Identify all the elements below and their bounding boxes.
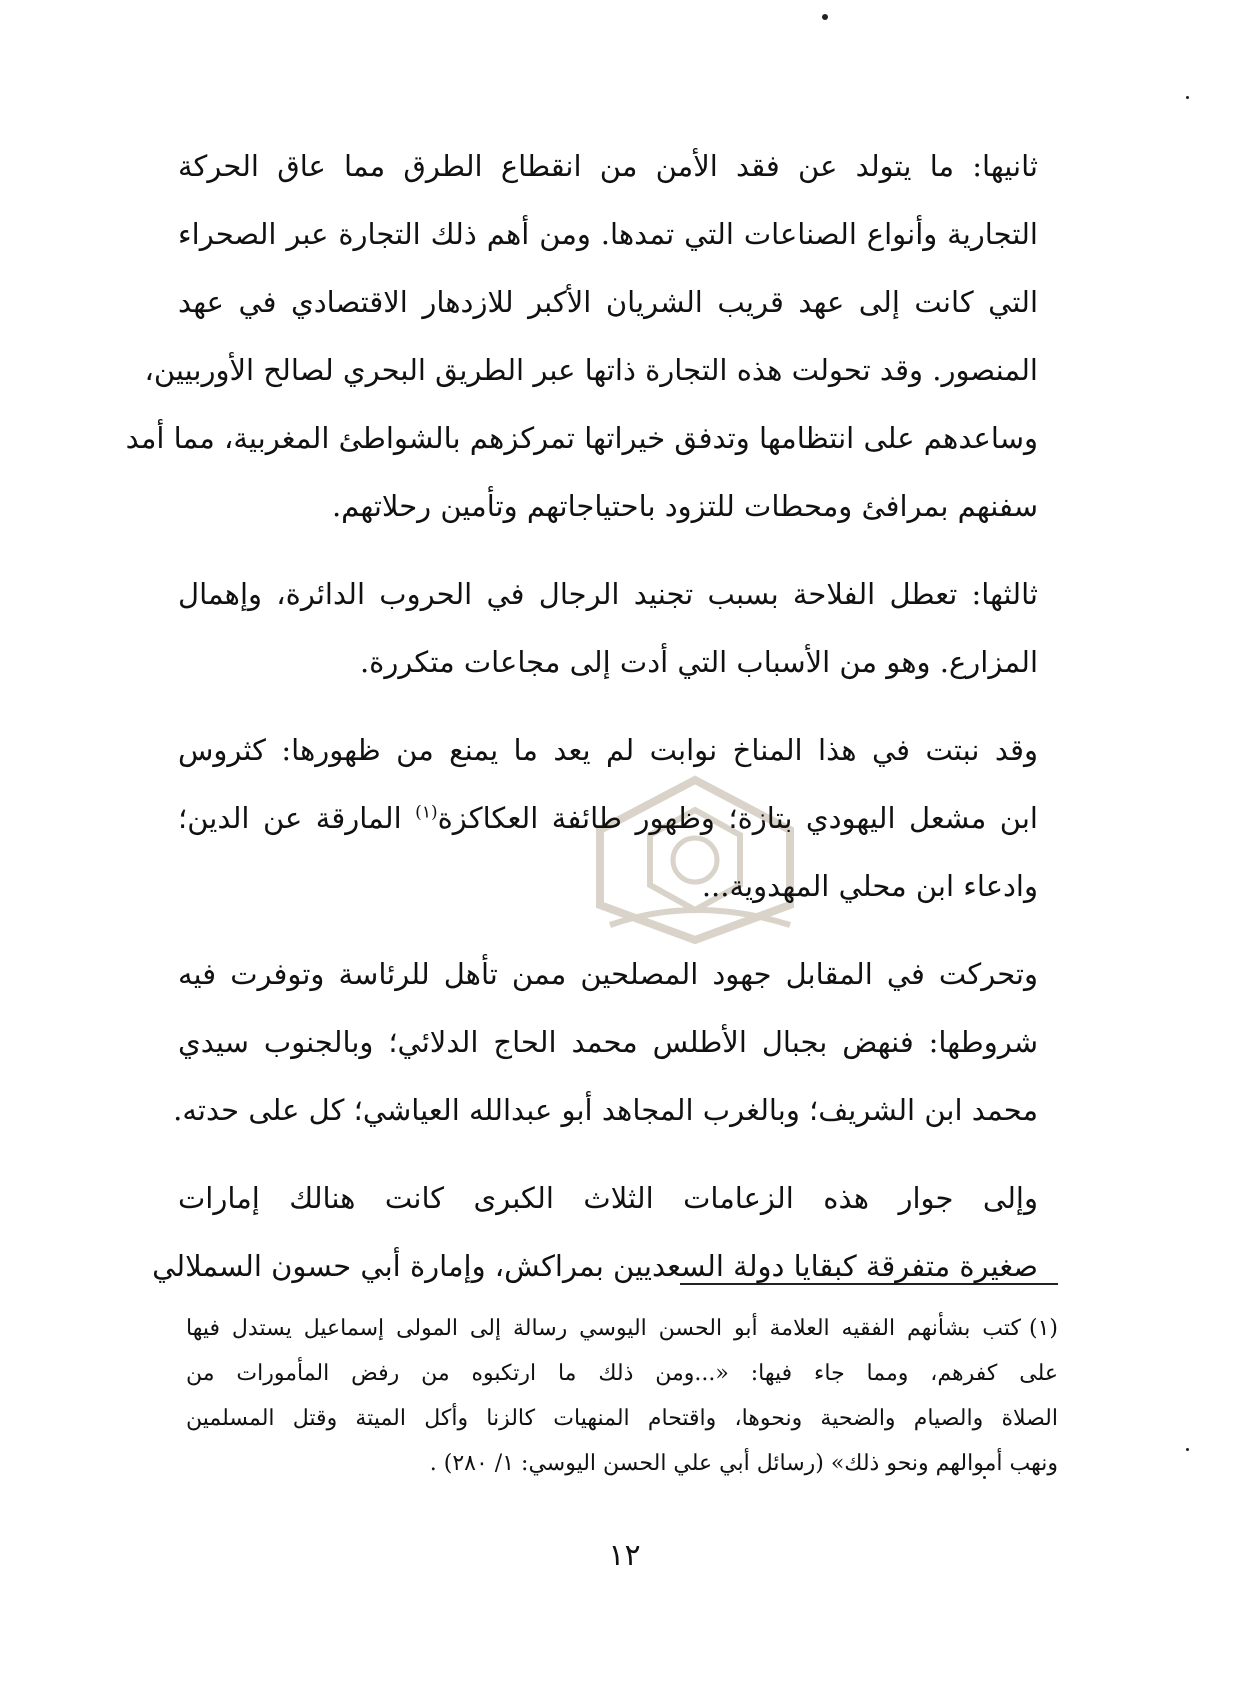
page-number: ١٢: [608, 1538, 641, 1573]
text-line: سفنهم بمرافئ ومحطات للتزود باحتياجاتهم وتأمين رحلاتهم.: [331, 489, 1038, 523]
footnote-number: (١): [1028, 1316, 1058, 1341]
paragraph-second-cause: [125, 132, 1038, 540]
text-line: التي كانت إلى عهد قريب الشريان الأكبر للازدهار الاقتصادي في عهد: [178, 285, 1038, 319]
paragraph-emirates: [152, 1164, 1038, 1300]
footnote-line: ونهب أموالهم ونحو ذلك» (رسائل أبي علي الحسن اليوسي: ١/ ٢٨٠) .: [429, 1451, 1058, 1476]
footnote-text: كتب بشأنهم الفقيه العلامة أبو الحسن اليوسي رسالة إلى المولى إسماعيل يستدل فيها: [186, 1316, 1021, 1341]
text-line: ثانيها: ما يتولد عن فقد الأمن من انقطاع الطرق مما عاق الحركة: [178, 149, 1038, 183]
paragraph-reformers: [173, 940, 1038, 1144]
text-segment: ابن مشعل اليهودي بتازة؛ وظهور طائفة العكاكزة: [437, 801, 1038, 835]
footnote-line: [186, 1306, 1058, 1351]
text-line: صغيرة متفرقة كبقايا دولة السعديين بمراكش، وإمارة أبي حسون السملالي: [152, 1249, 1038, 1283]
scan-speck-top: [822, 14, 828, 20]
text-line-with-footnote: [178, 784, 1038, 852]
scan-speck-right-2: [1186, 1448, 1189, 1451]
text-line: وقد نبتت في هذا المناخ نوابت لم يعد ما يمنع من ظهورها: كثروس: [178, 733, 1038, 767]
text-line: شروطها: فنهض بجبال الأطلس محمد الحاج الدلائي؛ وبالجنوب سيدي: [178, 1025, 1038, 1059]
main-text: [125, 132, 1038, 1300]
footnote-line: الصلاة والصيام والضحية ونحوها، واقتحام المنهيات كالزنا وأكل الميتة وقتل المسلمين: [186, 1406, 1058, 1431]
paragraph-phenomena: [178, 716, 1038, 920]
footnote-reference: (١): [415, 802, 438, 823]
text-line: محمد ابن الشريف؛ وبالغرب المجاهد أبو عبدالله العياشي؛ كل على حدته.: [173, 1093, 1038, 1127]
text-line: وساعدهم على انتظامها وتدفق خيراتها تمركزهم بالشواطئ المغربية، مما أمد: [125, 421, 1038, 455]
footnote: [186, 1306, 1058, 1486]
text-line: وتحركت في المقابل جهود المصلحين ممن تأهل للرئاسة وتوفرت فيه: [178, 957, 1038, 991]
text-line: المنصور. وقد تحولت هذه التجارة ذاتها عبر الطريق البحري لصالح الأوربيين،: [144, 353, 1038, 387]
footnote-separator: [680, 1283, 1058, 1285]
paragraph-third-cause: [178, 560, 1038, 696]
text-line: التجارية وأنواع الصناعات التي تمدها. ومن أهم ذلك التجارة عبر الصحراء: [178, 217, 1038, 251]
scan-speck-right-1: [1186, 96, 1189, 99]
text-line: ثالثها: تعطل الفلاحة بسبب تجنيد الرجال في الحروب الدائرة، وإهمال: [178, 577, 1038, 611]
text-line: وادعاء ابن محلي المهدوية...: [701, 869, 1038, 903]
text-segment: المارقة عن الدين؛: [178, 801, 416, 835]
text-line: المزارع. وهو من الأسباب التي أدت إلى مجاعات متكررة.: [359, 645, 1038, 679]
footnote-line: على كفرهم، ومما جاء فيها: «...ومن ذلك ما ارتكبوه من رفض المأمورات من: [186, 1361, 1058, 1386]
text-line: وإلى جوار هذه الزعامات الثلاث الكبرى كانت هنالك إمارات: [178, 1181, 1038, 1215]
